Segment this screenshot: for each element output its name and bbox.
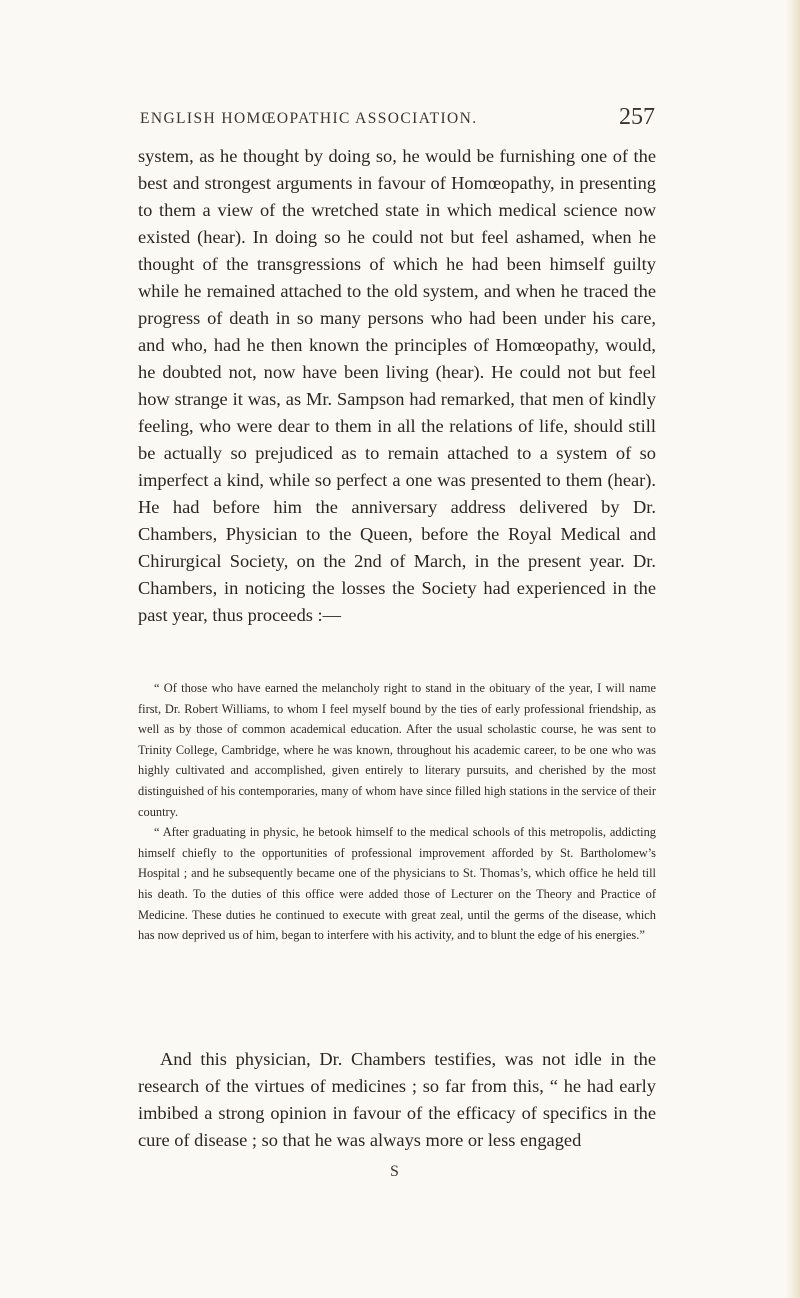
continuation-text bbox=[138, 1046, 656, 1154]
page-edge-shading bbox=[786, 0, 800, 1298]
running-title: ENGLISH HOMŒOPATHIC ASSOCIATION. bbox=[140, 110, 478, 127]
page-number: 257 bbox=[619, 104, 655, 130]
signature-mark: S bbox=[390, 1163, 399, 1180]
quote-paragraph-1: “ Of those who have earned the melancholy right to stand in the obituary of the year, I will name first, Dr. Robert Williams, to whom I feel myself bound by the ties of early professional friendship, as well as by those of common academical education. After the usual scholastic course, he was sent to Trinity College, Cambridge, where he was known, throughout his academic career, to be one who was highly cultivated and accomplished, given entirely to literary pursuits, and cherished by the most distinguished of his contemporaries, many of whom have since filled high stations in the service of their country. bbox=[138, 681, 656, 819]
continuation-paragraph: And this physician, Dr. Chambers testifies, was not idle in the research of the virtues of medicines ; so far from this, “ he had early imbibed a strong opinion in favour of the efficacy of specifics in the cure of disease ; so that he was always more or less engaged bbox=[138, 1049, 656, 1150]
page-header bbox=[140, 104, 655, 134]
main-text bbox=[138, 143, 656, 629]
body-paragraph: system, as he thought by doing so, he would be furnishing one of the best and strongest arguments in favour of Homœopathy, in presenting to them a view of the wretched state in which medical science now existed (hear). In doing so he could not but feel ashamed, when he thought of the transgressions of which he had been himself guilty while he remained attached to the old system, and when he traced the progress of death in so many persons who had been under his care, and who, had he then known the principles of Homœopathy, would, he doubted not, now have been living (hear). He could not but feel how strange it was, as Mr. Sampson had remarked, that men of kindly feeling, who were dear to them in all the relations of life, should still be actually so prejudiced as to remain attached to a system of so imperfect a kind, while so perfect a one was presented to them (hear). He had before him the anniversary address delivered by Dr. Chambers, Physician to the Queen, before the Royal Medical and Chirurgical Society, on the 2nd of March, in the present year. Dr. Chambers, in noticing the losses the Society had experienced in the past year, thus proceeds :— bbox=[138, 146, 656, 625]
quoted-address bbox=[138, 678, 656, 946]
quote-paragraph-2: “ After graduating in physic, he betook himself to the medical schools of this metropolis, addicting himself chiefly to the opportunities of professional improvement afforded by St. Bartholomew’s Hospital ; and he subsequently became one of the physicians to St. Thomas’s, which office he held till his death. To the duties of this office were added those of Lecturer on the Theory and Practice of Medicine. These duties he continued to execute with great zeal, until the germs of the disease, which has now deprived us of him, began to interfere with his activity, and to blunt the edge of his energies.” bbox=[138, 825, 656, 943]
